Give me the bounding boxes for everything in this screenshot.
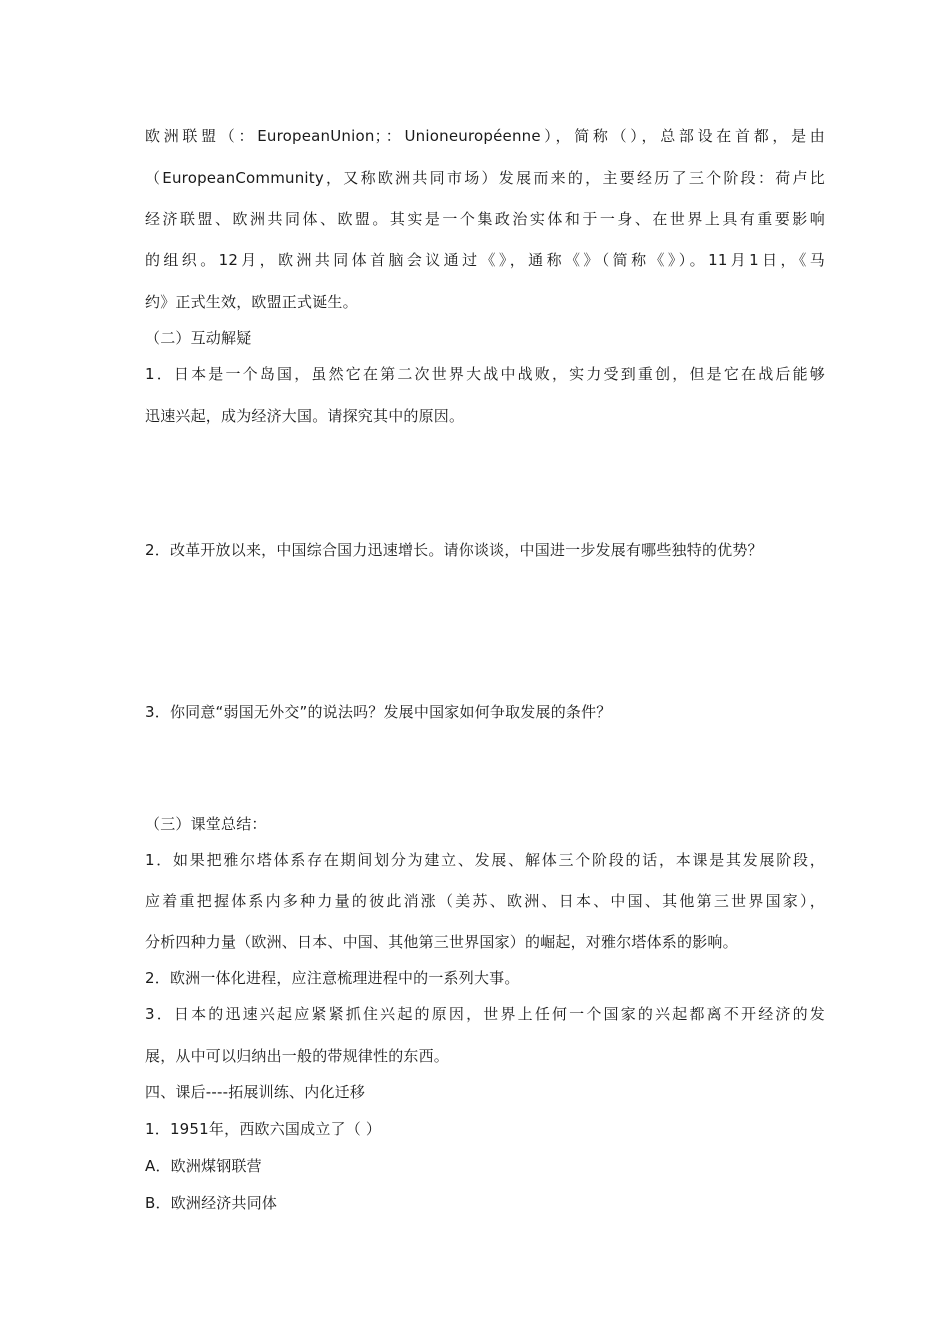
summary-1-line-1: 1．如果把雅尔塔体系存在期间划分为建立、发展、解体三个阶段的话，本课是其发展阶段， (145, 851, 825, 869)
question-3: 3．你同意“弱国无外交”的说法吗？发展中国家如何争取发展的条件？ (145, 703, 612, 721)
exercise-question-1: 1．1951年，西欧六国成立了（ ） (145, 1120, 382, 1138)
question-1-line-2: 迅速兴起，成为经济大国。请探究其中的原因。 (145, 407, 465, 425)
summary-3-line-2: 展，从中可以归纳出一般的带规律性的东西。 (145, 1047, 450, 1065)
summary-1-line-2: 应着重把握体系内多种力量的彼此消涨（美苏、欧洲、日本、中国、其他第三世界国家）， (145, 892, 825, 910)
intro-line-2: （EuropeanCommunity，又称欧洲共同市场）发展而来的，主要经历了三个阶段：荷卢比 (145, 169, 825, 187)
summary-2: 2．欧洲一体化进程，应注意梳理进程中的一系列大事。 (145, 969, 520, 987)
question-1-line-1: 1．日本是一个岛国，虽然它在第二次世界大战中战败，实力受到重创，但是它在战后能够 (145, 365, 825, 383)
section-heading-interactive: （二）互动解疑 (145, 329, 252, 347)
intro-line-3: 经济联盟、欧洲共同体、欧盟。其实是一个集政治实体和于一身、在世界上具有重要影响 (145, 210, 825, 228)
intro-line-4: 的组织。12月，欧洲共同体首脑会议通过《》，通称《》（简称《》）。11月1日，《马 (145, 251, 825, 269)
section-heading-summary: （三）课堂总结： (145, 815, 267, 833)
section-heading-exercise: 四、课后----拓展训练、内化迁移 (145, 1083, 366, 1101)
intro-line-5: 约》正式生效，欧盟正式诞生。 (145, 293, 358, 311)
exercise-option-a: A．欧洲煤钢联营 (145, 1157, 262, 1175)
summary-1-line-3: 分析四种力量（欧洲、日本、中国、其他第三世界国家）的崛起，对雅尔塔体系的影响。 (145, 933, 738, 951)
intro-line-1: 欧洲联盟（：EuropeanUnion；：Unioneuropéenne），简称（），总部设在首都，是由 (145, 127, 825, 145)
question-2: 2．改革开放以来，中国综合国力迅速增长。请你谈谈，中国进一步发展有哪些独特的优势？ (145, 541, 763, 559)
exercise-option-b: B．欧洲经济共同体 (145, 1194, 278, 1212)
summary-3-line-1: 3．日本的迅速兴起应紧紧抓住兴起的原因，世界上任何一个国家的兴起都离不开经济的发 (145, 1005, 825, 1023)
